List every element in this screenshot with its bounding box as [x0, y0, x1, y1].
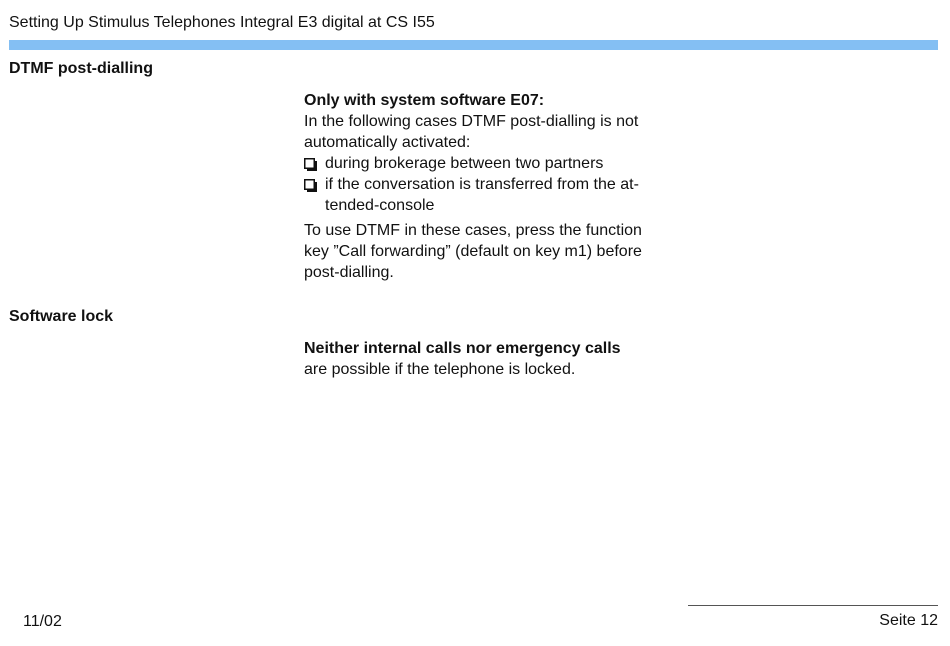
footer-divider [688, 605, 938, 606]
header-bar [9, 40, 938, 50]
dtmf-instruction: To use DTMF in these cases, press the function key ”Call forwarding” (default on key m1) before post-dialling. [304, 222, 642, 281]
page-number: Seite 12 [879, 612, 938, 629]
software-lock-text [304, 338, 644, 380]
list-item [304, 174, 644, 216]
dtmf-bullet-list [304, 153, 644, 216]
footer-date: 11/02 [23, 613, 62, 630]
section-heading-software-lock: Software lock [9, 308, 114, 325]
checkbox-icon [304, 179, 317, 192]
section-heading-dtmf: DTMF post-dialling [9, 60, 153, 77]
checkbox-icon [304, 158, 317, 171]
section-content-dtmf [304, 90, 644, 283]
document-header-title: Setting Up Stimulus Telephones Integral E3 digital at CS I55 [9, 14, 435, 31]
software-lock-rest-text: are possible if the telephone is locked. [304, 361, 576, 378]
section-content-software-lock [304, 338, 644, 380]
list-item-text: if the conversation is transferred from the at-tended-console [325, 176, 639, 214]
list-item-text: during brokerage between two partners [325, 155, 604, 172]
software-lock-bold-text: Neither internal calls nor emergency calls [304, 340, 621, 357]
software-condition: Only with system software E07: [304, 92, 545, 109]
list-item [304, 153, 644, 174]
dtmf-intro: In the following cases DTMF post-dialling is not automatically activated: [304, 113, 639, 151]
